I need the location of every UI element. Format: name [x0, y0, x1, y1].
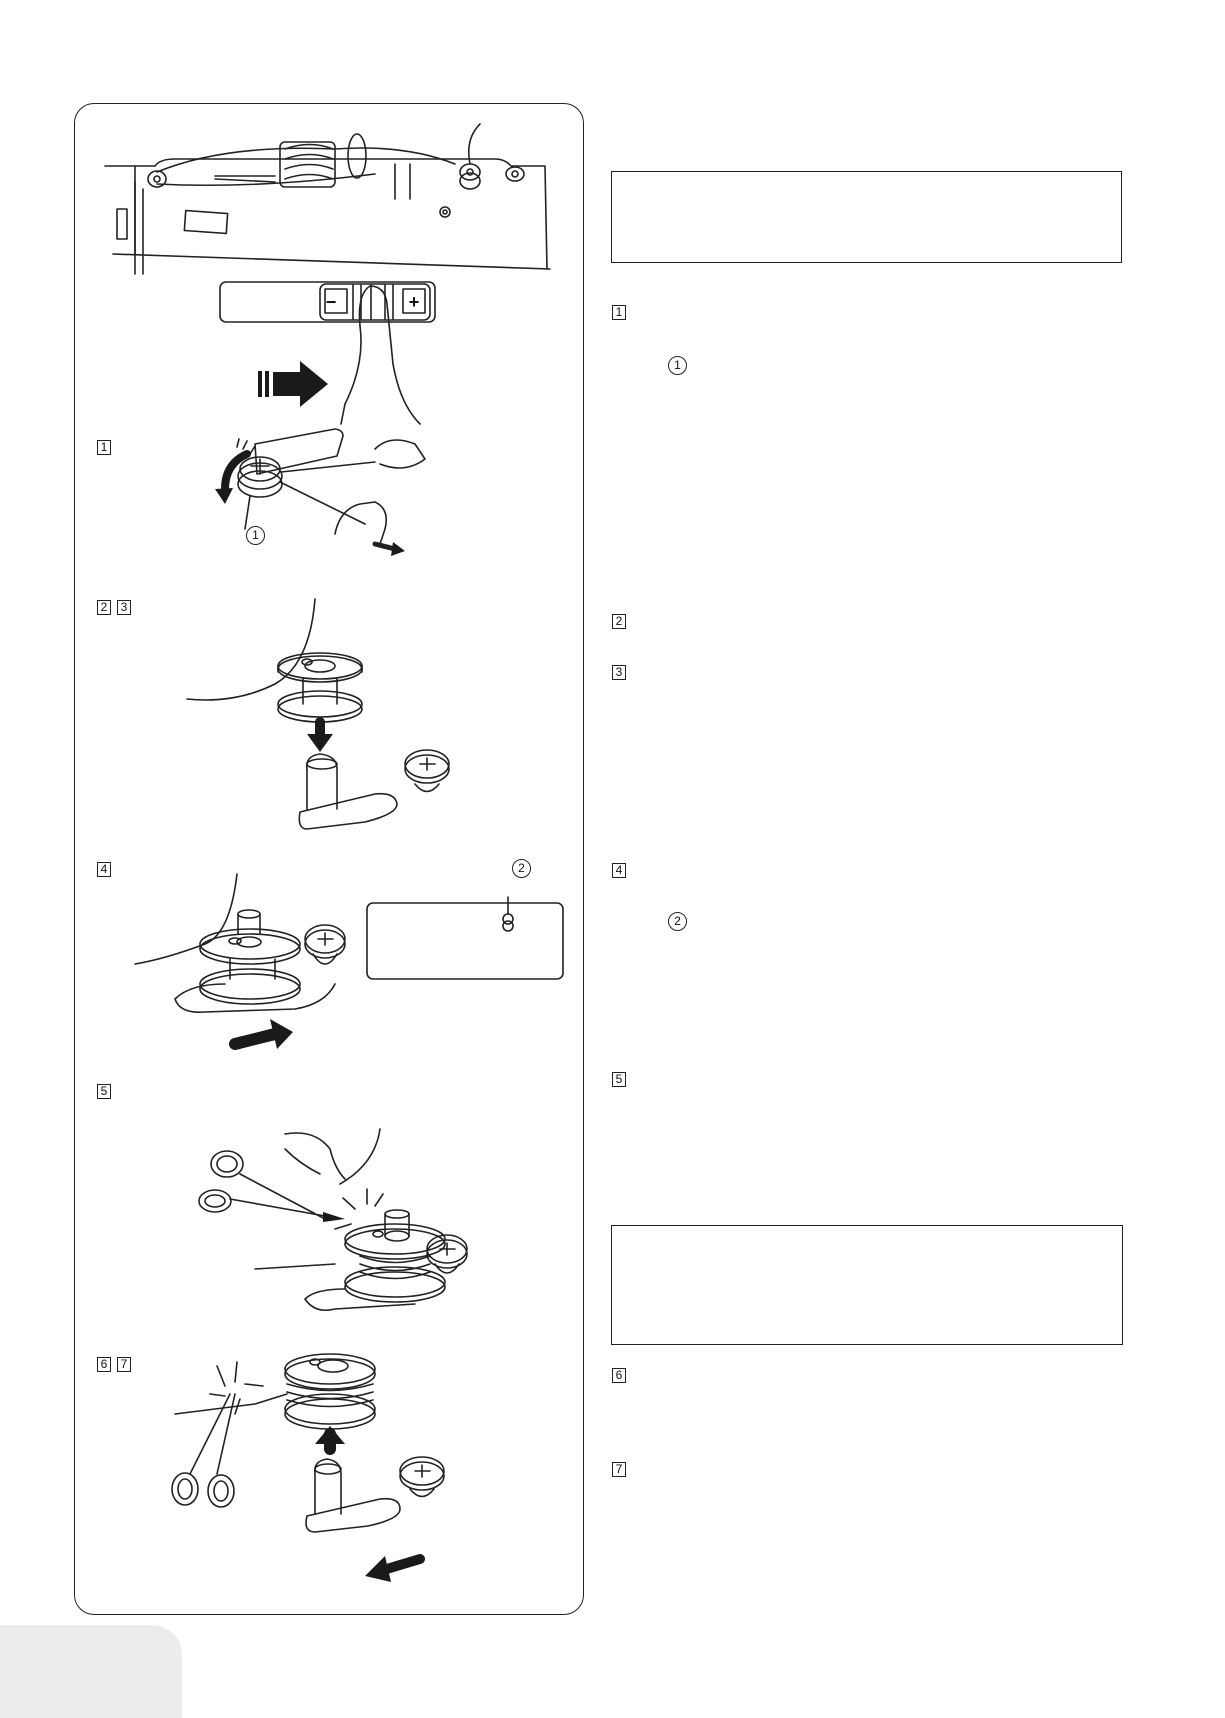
slider-minus-label: −	[325, 292, 337, 312]
speed-arrow-illustration	[258, 361, 328, 407]
figure-step-6-marker: 6	[97, 1357, 111, 1372]
bottom-notice-box	[611, 1225, 1123, 1345]
figure-step-1-marker: 1	[97, 440, 111, 455]
figure-step-2-marker: 2	[97, 600, 111, 615]
illustration-drawing	[75, 104, 585, 1616]
illustration-panel	[74, 103, 584, 1615]
page-corner-tab	[0, 1625, 182, 1718]
text-step-5-marker: 5	[612, 1072, 626, 1087]
text-callout-2: 2	[668, 912, 687, 931]
top-notice-box	[611, 171, 1122, 263]
step23-illustration	[187, 599, 449, 829]
text-step-1-marker: 1	[612, 305, 626, 320]
step5-illustration	[199, 1129, 467, 1310]
text-step-2-marker: 2	[612, 614, 626, 629]
step4-illustration	[135, 874, 563, 1049]
text-step-7-marker: 7	[612, 1462, 626, 1477]
figure-step-3-marker: 3	[117, 600, 131, 615]
text-step-3-marker: 3	[612, 665, 626, 680]
figure-step-5-marker: 5	[97, 1084, 111, 1099]
slider-plus-label: +	[408, 292, 420, 312]
text-step-4-marker: 4	[612, 863, 626, 878]
machine-top-illustration	[105, 124, 550, 274]
figure-callout-2: 2	[512, 859, 531, 878]
text-callout-1: 1	[668, 356, 687, 375]
figure-callout-1: 1	[246, 526, 265, 545]
figure-step-4-marker: 4	[97, 862, 111, 877]
step67-illustration	[172, 1354, 444, 1582]
figure-step-7-marker: 7	[117, 1357, 131, 1372]
text-step-6-marker: 6	[612, 1368, 626, 1383]
